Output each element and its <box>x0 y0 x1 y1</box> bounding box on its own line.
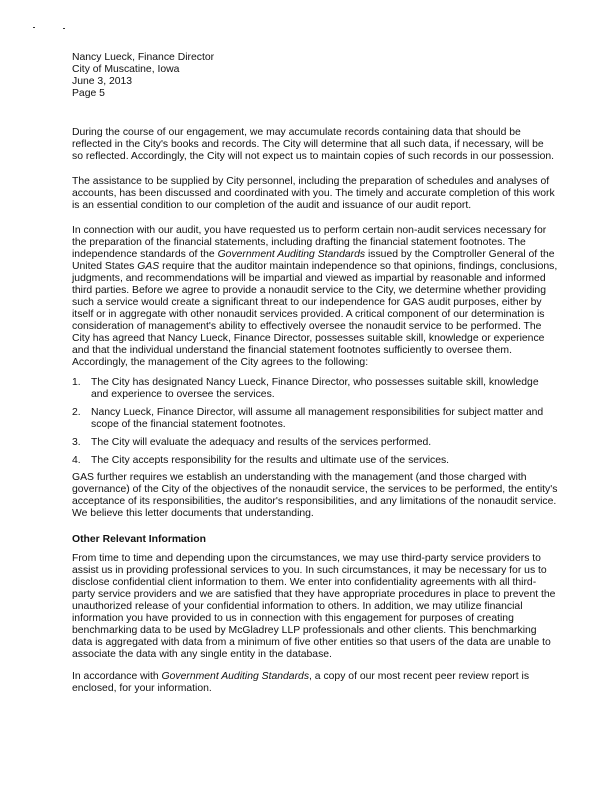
text-line <box>72 261 558 273</box>
text-line: and that the individual understand the financial statement footnotes sufficiently to oversee them. <box>72 345 512 356</box>
text-line: party service providers and we are satisfied that they have appropriate procedures in place to prevent the <box>72 589 556 600</box>
list-item-text <box>91 455 449 467</box>
text-line: accounts, has been discussed and coordinated with you. The timely and accurate completion of this work <box>72 188 555 199</box>
italic-title: Government Auditing Standards <box>161 671 310 682</box>
text-line: We believe this letter documents that understanding. <box>72 508 314 519</box>
text-line: assist us in providing professional services to you. In such circumstances, it may be necessary for us to <box>72 565 547 576</box>
text-line: scope of the financial statement footnotes. <box>91 419 286 430</box>
text-line: The City has designated Nancy Lueck, Finance Director, who possesses suitable skill, knowledge <box>91 377 539 388</box>
text-line: Nancy Lueck, Finance Director <box>72 52 215 63</box>
text-segment: independence standards of the <box>72 249 218 260</box>
text-line: so reflected. Accordingly, the City will not expect us to maintain copies of such records in our possession. <box>72 151 555 162</box>
text-segment: , a copy of our most recent peer review report is <box>309 671 530 682</box>
text-line: and experience to oversee the services. <box>91 389 275 400</box>
text-line: consideration of management's ability to effectively oversee the nonaudit service to be performed. The <box>72 321 542 332</box>
text-line: disclose confidential client information to them. We enter into confidentiality agreements with all third- <box>72 577 537 588</box>
paragraph-nonaudit-services <box>72 225 558 369</box>
text-line: From time to time and depending upon the circumstances, we may use third-party service providers to <box>72 553 541 564</box>
list-number: 2. <box>72 407 81 418</box>
paragraph-third-party <box>72 553 556 661</box>
text-line <box>72 249 555 261</box>
text-line: Nancy Lueck, Finance Director, will assume all management responsibilities for subject matter and <box>91 407 544 418</box>
list-number: 1. <box>72 377 81 388</box>
scan-speck <box>63 28 65 29</box>
text-line: The assistance to be supplied by City personnel, including the preparation of schedules and analyses of <box>72 176 550 187</box>
italic-title: GAS <box>137 261 160 272</box>
text-line: City of Muscatine, Iowa <box>72 64 180 75</box>
paragraph-records <box>72 127 555 163</box>
text-line: itself or in aggregate with other nonaudit services provided. A critical component of our determination is <box>72 309 545 320</box>
text-line: unauthorized release of your confidential information to others. In addition, we may utilize financial <box>72 601 523 612</box>
text-line: reflected in the City's books and records. The City will determine that all such data, if necessary, will be <box>72 139 544 150</box>
text-line: In connection with our audit, you have requested us to perform certain non-audit services necessary for <box>72 225 547 236</box>
paragraph-assistance <box>72 176 555 212</box>
text-line: third parties. Before we agree to provide a nonaudit service to the City, we determine whether providing <box>72 285 546 296</box>
text-line: acceptance of its responsibilities, the auditor's responsibilities, and any limitations of the nonaudit service. <box>72 496 557 507</box>
text-segment: United States <box>72 261 138 272</box>
text-line: GAS further requires we establish an understanding with the management (and those charged with <box>72 472 527 483</box>
text-line: enclosed, for your information. <box>72 683 212 694</box>
text-line: City has agreed that Nancy Lueck, Finance Director, possesses suitable skill, knowledge or experience <box>72 333 545 344</box>
list-item-text <box>91 407 543 431</box>
text-line: judgments, and recommendations will be impartial and viewed as impartial by reasonable and informed <box>72 273 546 284</box>
text-line: governance) of the City of the objectives of the nonaudit service, the services to be performed, the entity's <box>72 484 558 495</box>
text-segment: In accordance with <box>72 671 162 682</box>
text-line: data is aggregated with data from a minimum of five other entities so that users of the data are unable to <box>72 637 551 648</box>
italic-title: Government Auditing Standards <box>217 249 366 260</box>
text-line: associate the data with any single entity in the database. <box>72 649 332 660</box>
text-line: June 3, 2013 <box>72 76 133 87</box>
text-line: information you have provided to us in connection with this engagement for purposes of creating <box>72 613 514 624</box>
text-segment: require that the auditor maintain independence so that opinions, findings, conclusions, <box>159 261 558 272</box>
list-number: 4. <box>72 455 81 466</box>
list-item-text <box>91 437 431 449</box>
section-heading: Other Relevant Information <box>72 534 206 545</box>
text-line: benchmarking data to be used by McGladrey LLP professionals and other clients. This benchmarking <box>72 625 537 636</box>
text-line: the preparation of the financial statements, including drafting the financial statement footnotes. The <box>72 237 526 248</box>
text-line <box>72 671 552 683</box>
paragraph-peer-review <box>72 671 552 695</box>
text-segment: issued by the Comptroller General of the <box>365 249 555 260</box>
text-line: Accordingly, the management of the City agrees to the following: <box>72 357 369 368</box>
text-line: is an essential condition to our completion of the audit and issuance of our audit report. <box>72 200 472 211</box>
list-item-text <box>91 377 539 401</box>
paragraph-gas-understanding <box>72 472 558 520</box>
text-line: During the course of our engagement, we may accumulate records containing data that should be <box>72 127 521 138</box>
scan-speck <box>33 27 35 28</box>
text-line: The City will evaluate the adequacy and results of the services performed. <box>91 437 432 448</box>
text-line: The City accepts responsibility for the results and ultimate use of the services. <box>91 455 450 466</box>
list-number: 3. <box>72 437 81 448</box>
letter-header <box>72 52 552 100</box>
text-line: Page 5 <box>72 88 105 99</box>
text-line: such a service would create a significant threat to our independence for GAS audit purposes, either by <box>72 297 542 308</box>
